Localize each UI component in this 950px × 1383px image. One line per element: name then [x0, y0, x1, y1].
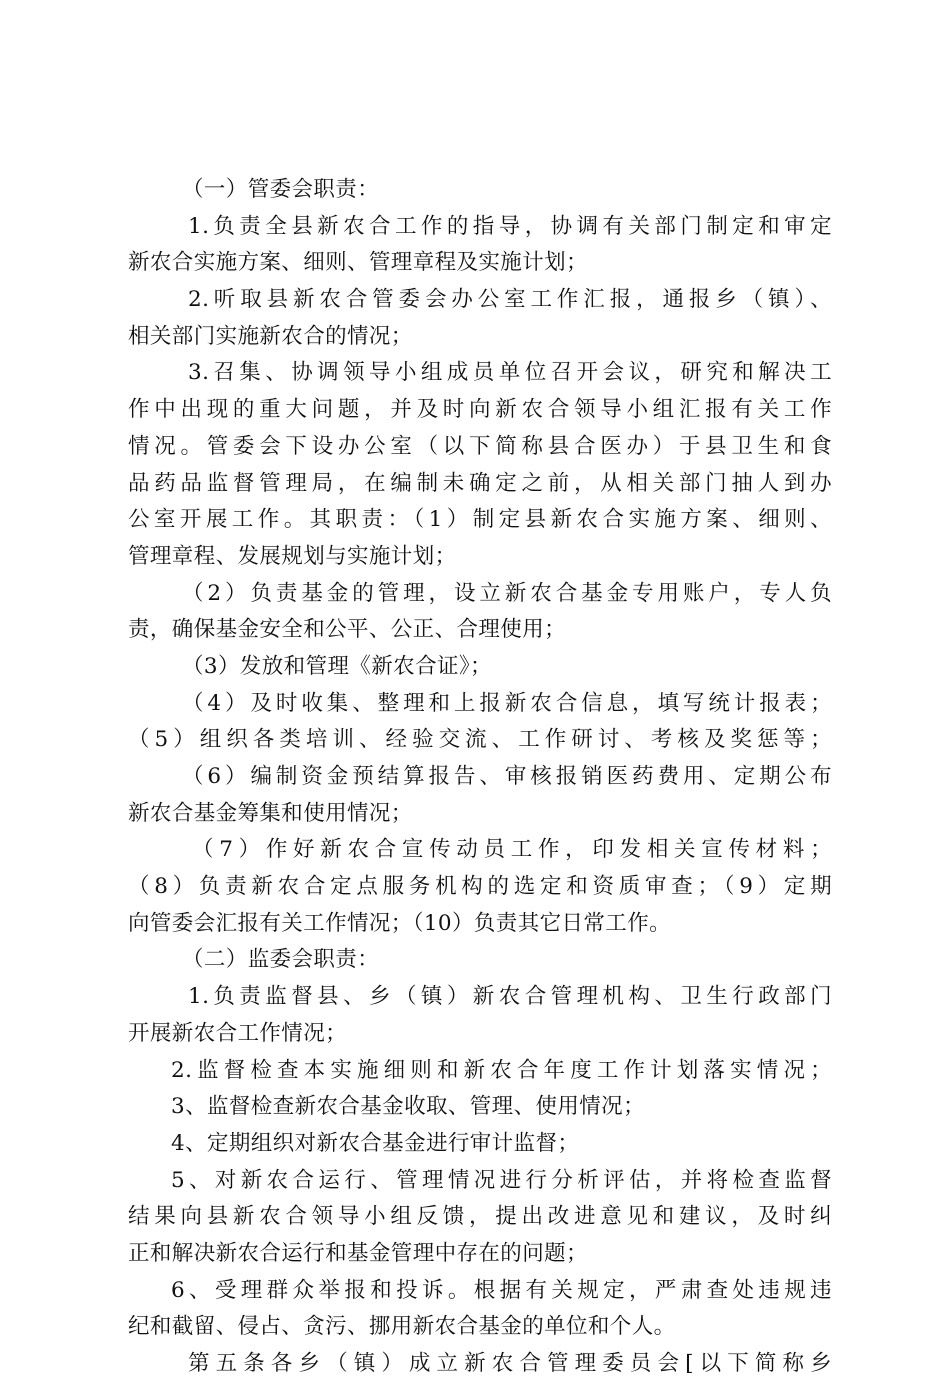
- paragraph-line: 结果向县新农合领导小组反馈，提出改进意见和建议，及时纠: [128, 1204, 832, 1230]
- paragraph-line: 管理章程、发展规划与实施计划；: [128, 543, 457, 569]
- section-heading-supervisory-committee: （二）监委会职责：: [182, 947, 380, 973]
- paragraph-line: 2.监督检查本实施细则和新农合年度工作计划落实情况；: [171, 1057, 832, 1083]
- paragraph-line: 4、定期组织对新农合基金进行审计监督；: [171, 1130, 580, 1156]
- paragraph-line: （7）作好新农合宣传动员工作，印发相关宣传材料；: [192, 837, 832, 863]
- document-body: [128, 172, 832, 1383]
- paragraph-line: 新农合实施方案、细则、管理章程及实施计划；: [128, 250, 588, 276]
- paragraph-line: 正和解决新农合运行和基金管理中存在的问题；: [128, 1240, 588, 1266]
- paragraph-line: （6）编制资金预结算报告、审核报销医药费用、定期公布: [182, 764, 832, 789]
- paragraph-line: 开展新农合工作情况；: [128, 1020, 348, 1046]
- paragraph-line: 向管委会汇报有关工作情况；（10）负责其它日常工作。: [128, 910, 672, 936]
- paragraph-line: 情况。管委会下设办公室（以下简称县合医办）于县卫生和食: [128, 433, 832, 459]
- paragraph-line: 相关部门实施新农合的情况；: [128, 323, 413, 349]
- paragraph-line: 作中出现的重大问题，并及时向新农合领导小组汇报有关工作: [128, 397, 832, 423]
- paragraph-line: 责，确保基金安全和公平、公正、合理使用；: [128, 617, 567, 643]
- paragraph-line: 3、监督检查新农合基金收取、管理、使用情况；: [171, 1094, 645, 1120]
- paragraph-line: 新农合基金筹集和使用情况；: [128, 800, 413, 826]
- paragraph-line: 1.负责监督县、乡（镇）新农合管理机构、卫生行政部门: [188, 984, 832, 1010]
- paragraph-line: （4）及时收集、整理和上报新农合信息，填写统计报表；: [182, 690, 832, 716]
- paragraph-line: 品药品监督管理局，在编制未确定之前，从相关部门抽人到办: [128, 470, 832, 496]
- paragraph-line: 6、受理群众举报和投诉。根据有关规定，严肃查处违规违: [171, 1277, 832, 1303]
- paragraph-line: （8）负责新农合定点服务机构的选定和资质审查；（9）定期: [128, 874, 832, 900]
- paragraph-line: 5、对新农合运行、管理情况进行分析评估，并将检查监督: [171, 1167, 832, 1193]
- paragraph-line: 2.听取县新农合管委会办公室工作汇报，通报乡（镇）、: [188, 287, 832, 313]
- section-heading-management-committee: （一）管委会职责：: [182, 177, 380, 202]
- paragraph-line: （5）组织各类培训、经验交流、工作研讨、考核及奖惩等；: [128, 727, 832, 753]
- paragraph-line: （2）负责基金的管理，设立新农合基金专用账户，专人负: [182, 580, 832, 606]
- paragraph-line: 3.召集、协调领导小组成员单位召开会议，研究和解决工: [188, 360, 832, 386]
- paragraph-line: （3）发放和管理《新农合证》；: [182, 653, 492, 679]
- paragraph-line: 1.负责全县新农合工作的指导，协调有关部门制定和审定: [188, 213, 832, 239]
- paragraph-line: 公室开展工作。其职责：（1）制定县新农合实施方案、细则、: [128, 507, 832, 533]
- article-heading-line: 第五条各乡（镇）成立新农合管理委员会[以下简称乡: [188, 1351, 832, 1376]
- paragraph-line: 纪和截留、侵占、贪污、挪用新农合基金的单位和个人。: [128, 1314, 676, 1340]
